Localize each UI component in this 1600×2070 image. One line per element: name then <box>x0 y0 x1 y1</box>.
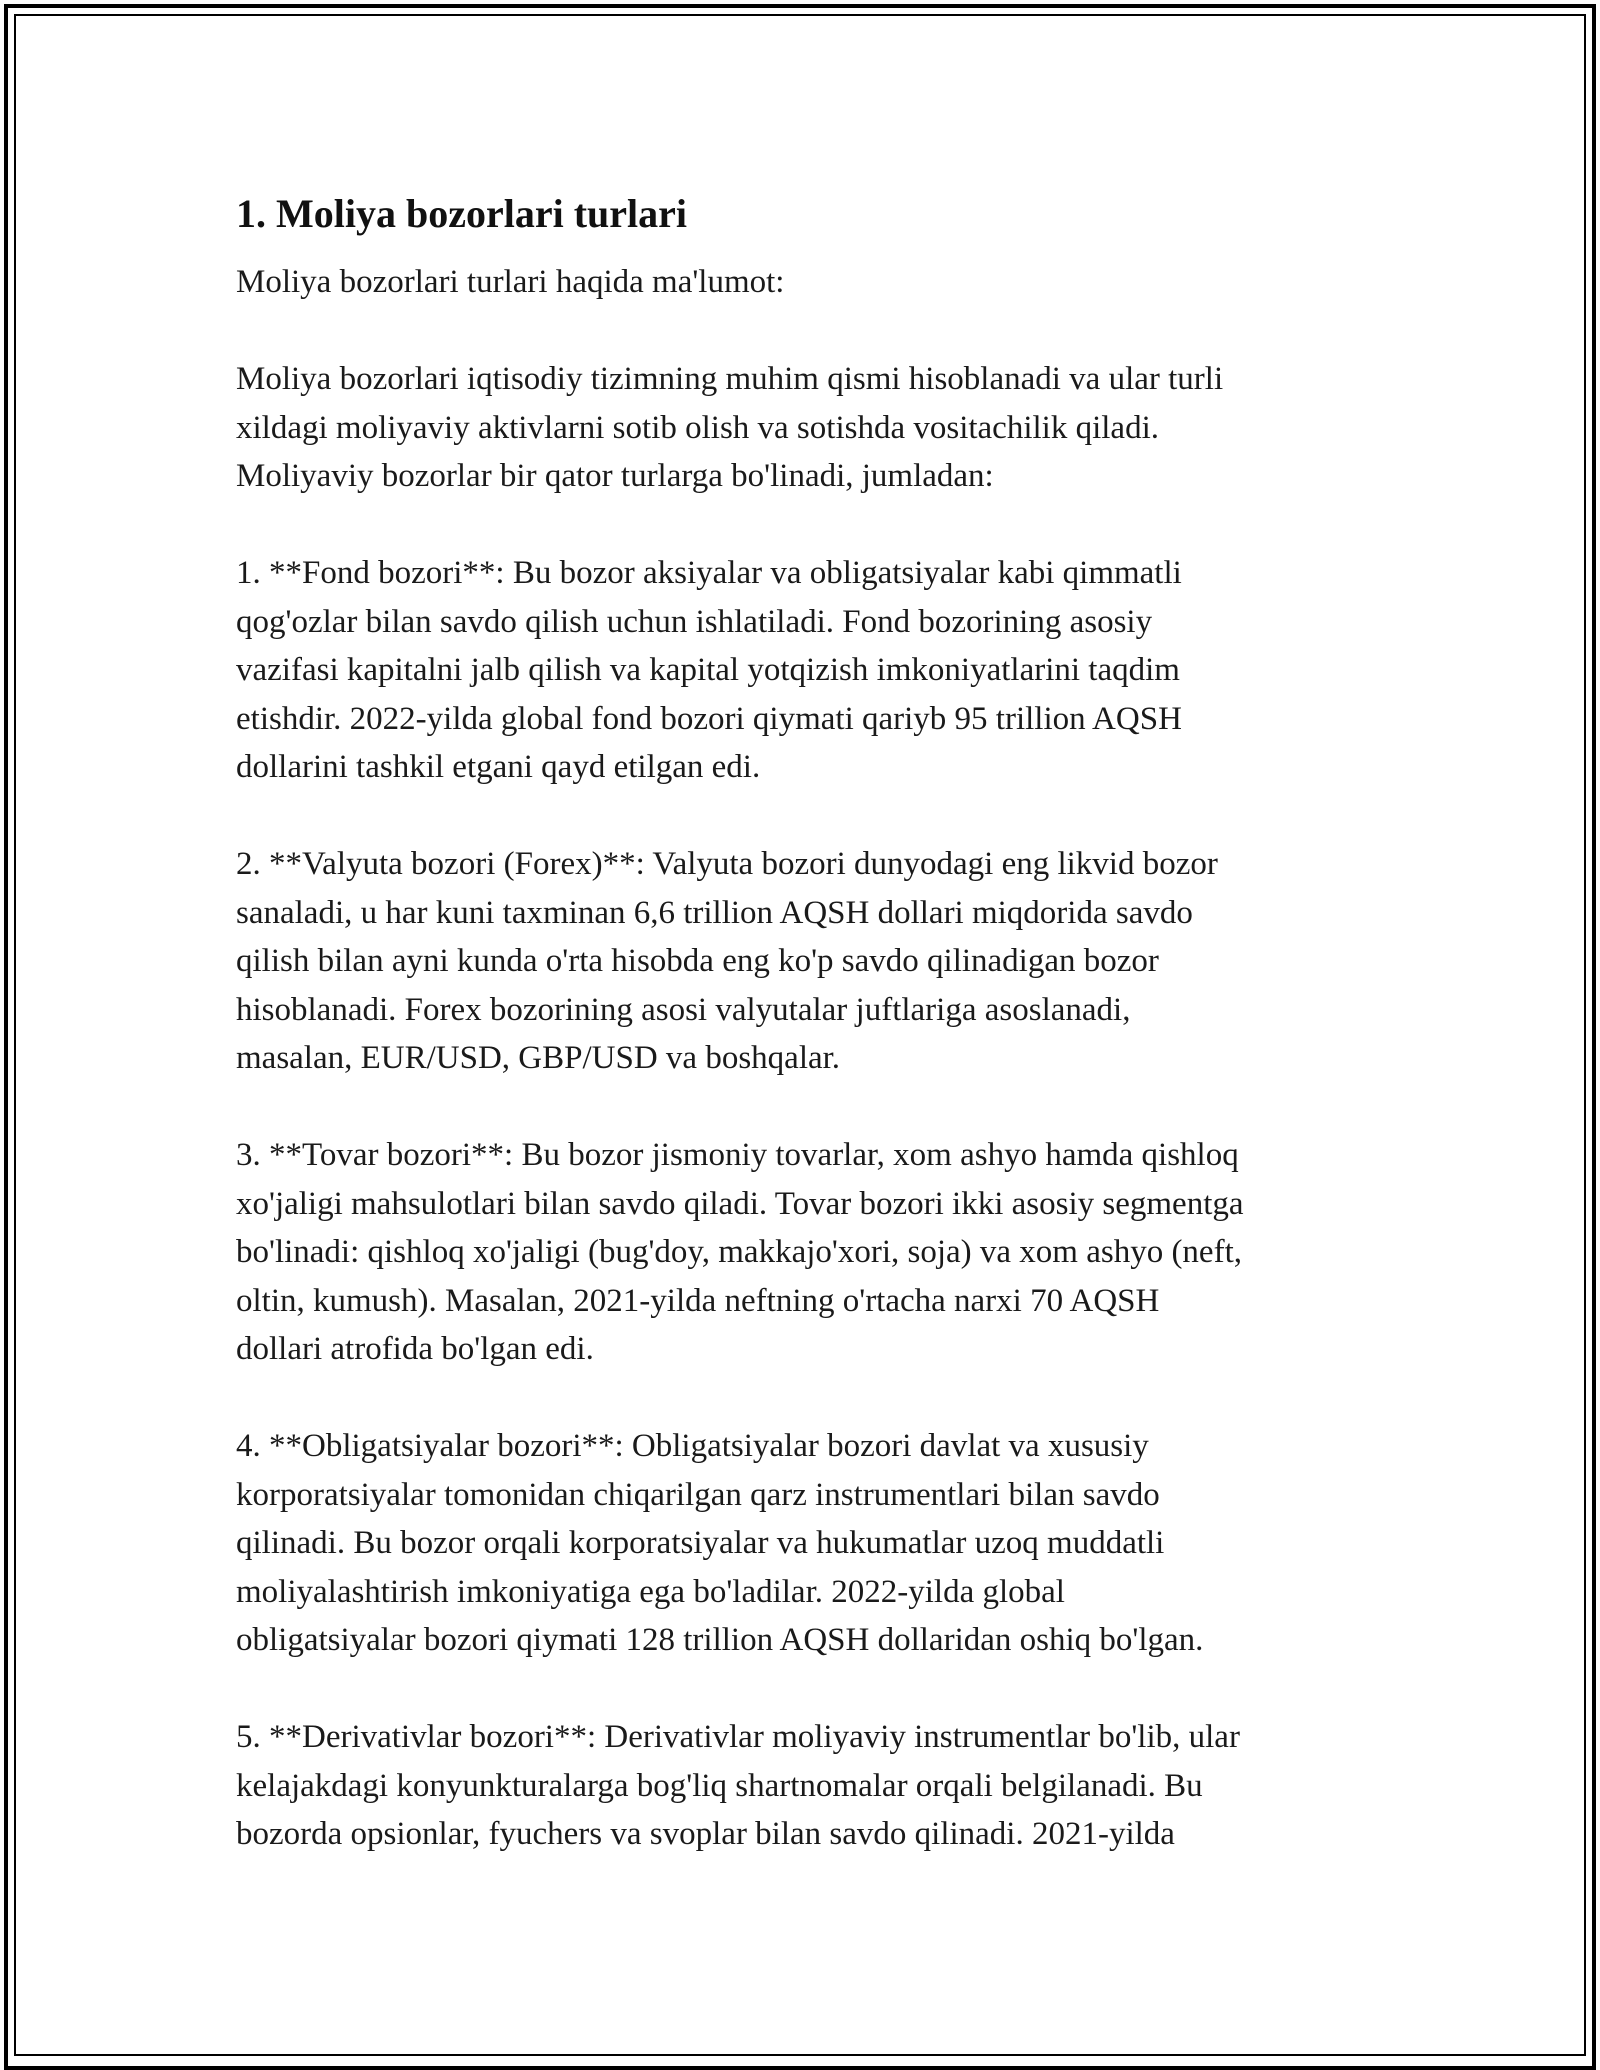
list-item-tovar-bozori: 3. **Tovar bozori**: Bu bozor jismoniy tovarlar, xom ashyo hamda qishloq xo'jaligi mahsulotlari bilan savdo qiladi. Tovar bozori ikki asosiy segmentga bo'linadi: qishloq xo'jaligi (bug'doy, makkajo'xori, soja) va xom ashyo (neft, oltin, kumush). Masalan, 2021-yilda neftning o'rtacha narxi 70 AQSH dollari atrofida bo'lgan edi. <box>236 1137 1244 1367</box>
section-heading: 1. Moliya bozorlari turlari <box>236 191 688 236</box>
document-body <box>236 186 1366 1907</box>
overview-paragraph: Moliya bozorlari iqtisodiy tizimning muhim qismi hisoblanadi va ular turli xildagi moliyaviy aktivlarni sotib olish va sotishda vositachilik qiladi. Moliyaviy bozorlar bir qator turlarga bo'linadi, jumladan: <box>236 361 1224 494</box>
list-item-valyuta-bozori: 2. **Valyuta bozori (Forex)**: Valyuta bozori dunyodagi eng likvid bozor sanaladi, u har kuni taxminan 6,6 trillion AQSH dollari miqdorida savdo qilish bilan ayni kunda o'rta hisobda eng ko'p savdo qilinadigan bozor hisoblanadi. Forex bozorining asosi valyutalar juftlariga asoslanadi, masalan, EUR/USD, GBP/USD va boshqalar. <box>236 846 1218 1076</box>
list-item-fond-bozori: 1. **Fond bozori**: Bu bozor aksiyalar va obligatsiyalar kabi qimmatli qog'ozlar bilan savdo qilish uchun ishlatiladi. Fond bozorining asosiy vazifasi kapitalni jalb qilish va kapital yotqizish imkoniyatlarini taqdim etishdir. 2022-yilda global fond bozori qiymati qariyb 95 trillion AQSH dollarini tashkil etgani qayd etilgan edi. <box>236 555 1182 785</box>
intro-paragraph: Moliya bozorlari turlari haqida ma'lumot: <box>236 264 785 300</box>
list-item-obligatsiyalar-bozori: 4. **Obligatsiyalar bozori**: Obligatsiyalar bozori davlat va xususiy korporatsiyalar tomonidan chiqarilgan qarz instrumentlari bilan savdo qilinadi. Bu bozor orqali korporatsiyalar va hukumatlar uzoq muddatli moliyalashtirish imkoniyatiga ega bo'ladilar. 2022-yilda global obligatsiyalar bozori qiymati 128 trillion AQSH dollaridan oshiq bo'lgan. <box>236 1428 1204 1658</box>
list-item-derivativlar-bozori: 5. **Derivativlar bozori**: Derivativlar moliyaviy instrumentlar bo'lib, ular kelajakdagi konyunkturalarga bog'liq shartnomalar orqali belgilanadi. Bu bozorda opsionlar, fyuchers va svoplar bilan savdo qilinadi. 2021-yilda <box>236 1719 1240 1852</box>
